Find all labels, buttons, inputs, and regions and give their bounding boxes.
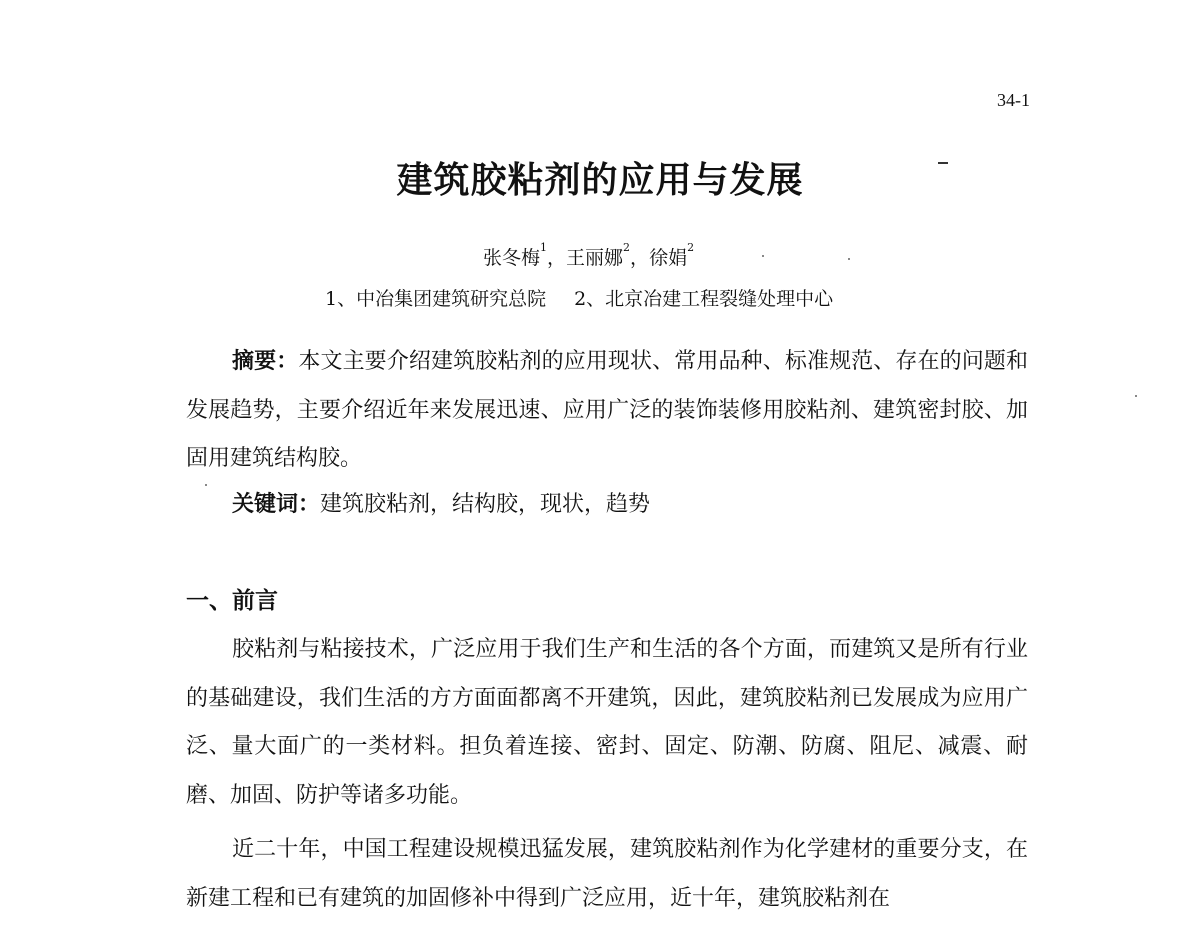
- affiliation-item: 1、中冶集团建筑研究总院: [325, 288, 547, 310]
- abstract-label: 摘要：: [232, 348, 299, 374]
- paragraph: 近二十年，中国工程建设规模迅猛发展，建筑胶粘剂作为化学建材的重要分支，在新建工程和已有建筑的加固修补中得到广泛应用，近十年，建筑胶粘剂在: [186, 837, 1028, 911]
- affiliation-list: [325, 284, 833, 311]
- keywords-label: 关键词：: [232, 491, 321, 517]
- affiliation-item: 2、北京冶建工程裂缝处理中心: [574, 288, 834, 310]
- scan-speck: [1135, 395, 1137, 397]
- scan-speck: [848, 258, 850, 260]
- section-body: [186, 626, 1028, 929]
- page-number: 34-1: [997, 90, 1030, 110]
- author-name: 王丽娜: [566, 247, 624, 269]
- author-separator: ，: [547, 247, 567, 269]
- scan-speck: [762, 255, 764, 257]
- author-affiliation-mark: 2: [687, 241, 695, 254]
- keywords-text: 建筑胶粘剂，结构胶，现状，趋势: [320, 492, 651, 517]
- author-list: [483, 243, 694, 270]
- author-separator: ，: [630, 247, 650, 269]
- scan-mark: [938, 162, 948, 164]
- author-name: 张冬梅: [483, 247, 541, 269]
- abstract-text: 本文主要介绍建筑胶粘剂的应用现状、常用品种、标准规范、存在的问题和发展趋势，主要介绍近年来发展迅速、应用广泛的装饰装修用胶粘剂、建筑密封胶、加固用建筑结构胶。: [186, 349, 1028, 471]
- author-affiliation-mark: 1: [540, 241, 548, 254]
- section-heading: 一、前言: [186, 587, 278, 614]
- paragraph: 胶粘剂与粘接技术，广泛应用于我们生产和生活的各个方面，而建筑又是所有行业的基础建设，我们生活的方方面面都离不开建筑，因此，建筑胶粘剂已发展成为应用广泛、量大面广的一类材料。担负着连接、密封、固定、防潮、防腐、阻尼、减震、耐磨、加固、防护等诸多功能。: [186, 637, 1028, 808]
- paper-title: 建筑胶粘剂的应用与发展: [396, 159, 804, 201]
- keywords: [232, 480, 650, 529]
- author-affiliation-mark: 2: [623, 241, 631, 254]
- author-name: 徐娟: [649, 247, 688, 269]
- abstract: [186, 337, 1028, 484]
- scan-speck: [205, 484, 207, 486]
